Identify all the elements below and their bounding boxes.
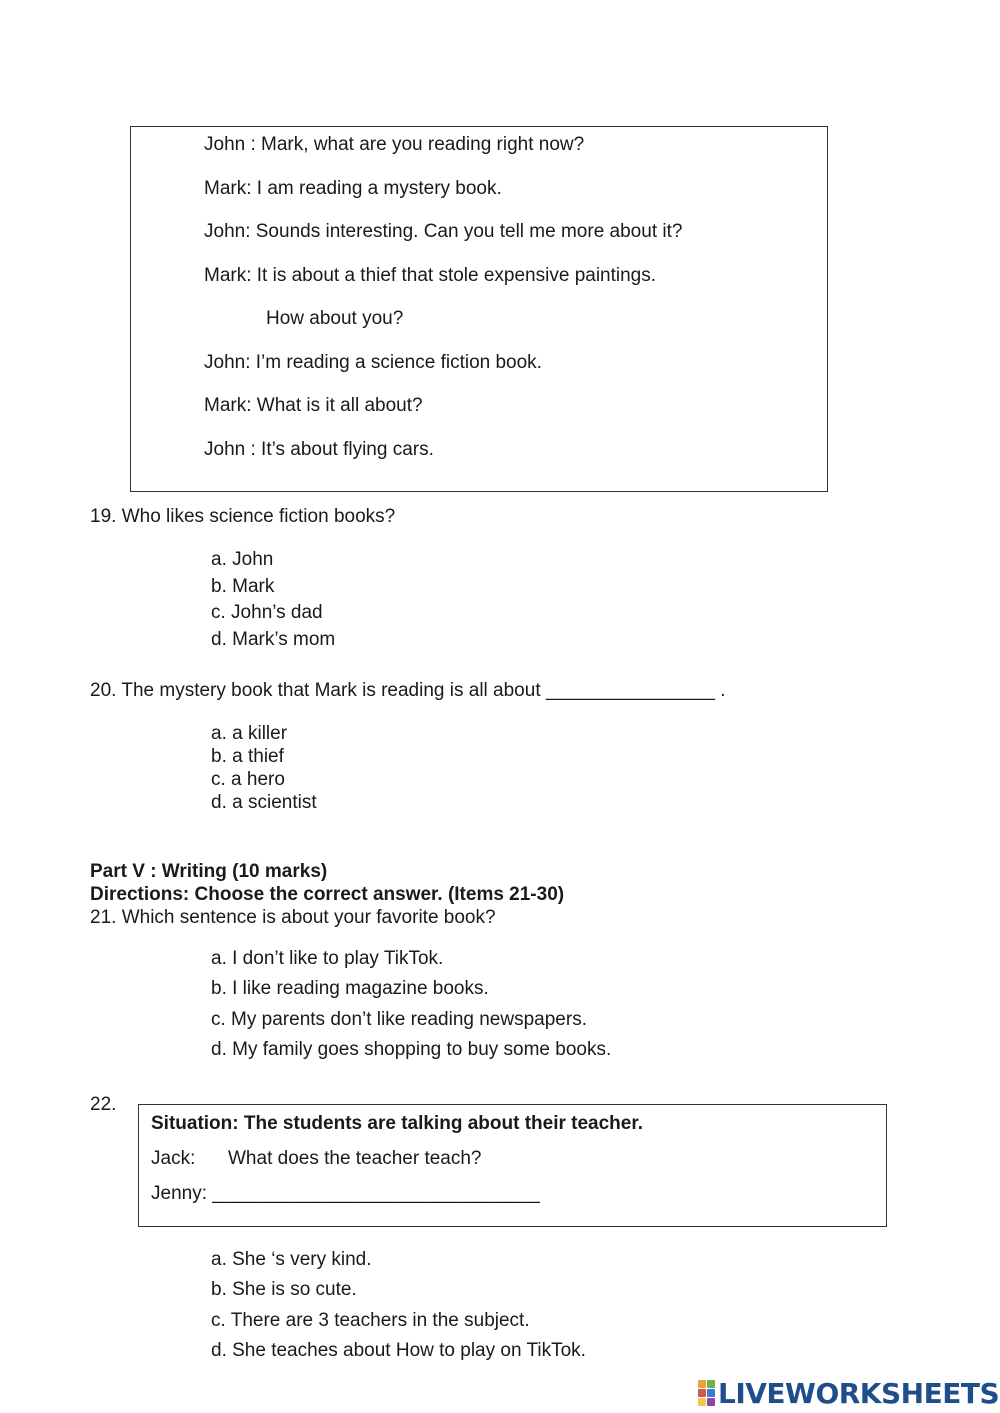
dialogue-line: Mark: I am reading a mystery book. — [204, 178, 502, 199]
logo-mark-icon — [698, 1380, 715, 1406]
dialogue-line: Mark: What is it all about? — [204, 395, 423, 416]
question-19: 19. Who likes science fiction books? — [90, 506, 396, 527]
q19-option-d[interactable]: d. Mark’s mom — [211, 629, 336, 650]
q21-option-c[interactable]: c. My parents don’t like reading newspapers. — [211, 1009, 587, 1030]
jack-speaker: Jack: — [151, 1148, 196, 1169]
q22-option-a[interactable]: a. She ‘s very kind. — [211, 1249, 372, 1270]
logo-text: LIVEWORKSHEETS — [718, 1376, 1000, 1410]
dialogue-line: John: I’m reading a science fiction book. — [204, 352, 542, 373]
situation-text: Situation: The students are talking about their teacher. — [151, 1113, 643, 1134]
part5-directions: Directions: Choose the correct answer. (Items 21-30) — [90, 884, 565, 905]
dialogue-line: How about you? — [266, 308, 404, 329]
liveworksheets-logo — [698, 1376, 999, 1410]
q21-option-b[interactable]: b. I like reading magazine books. — [211, 978, 489, 999]
part5-heading: Part V : Writing (10 marks) — [90, 861, 328, 882]
q22-option-b[interactable]: b. She is so cute. — [211, 1279, 357, 1300]
question-21: 21. Which sentence is about your favorite book? — [90, 907, 496, 928]
q19-option-b[interactable]: b. Mark — [211, 576, 275, 597]
q19-option-c[interactable]: c. John’s dad — [211, 602, 323, 623]
question-20: 20. The mystery book that Mark is reading is all about ________________ . — [90, 680, 726, 701]
q22-option-c[interactable]: c. There are 3 teachers in the subject. — [211, 1310, 530, 1331]
jack-line: What does the teacher teach? — [228, 1148, 482, 1169]
q21-option-a[interactable]: a. I don’t like to play TikTok. — [211, 948, 444, 969]
q20-option-c[interactable]: c. a hero — [211, 769, 285, 790]
q21-option-d[interactable]: d. My family goes shopping to buy some books. — [211, 1039, 612, 1060]
q20-option-b[interactable]: b. a thief — [211, 746, 284, 767]
question-22-number: 22. — [90, 1094, 117, 1115]
q20-option-a[interactable]: a. a killer — [211, 723, 288, 744]
q22-option-d[interactable]: d. She teaches about How to play on TikTok. — [211, 1340, 586, 1361]
dialogue-line: John: Sounds interesting. Can you tell me more about it? — [204, 221, 683, 242]
dialogue-line: Mark: It is about a thief that stole expensive paintings. — [204, 265, 657, 286]
q19-option-a[interactable]: a. John — [211, 549, 274, 570]
jenny-line: Jenny: _______________________________ — [151, 1183, 540, 1204]
q20-option-d[interactable]: d. a scientist — [211, 792, 317, 813]
dialogue-line: John : It’s about flying cars. — [204, 439, 434, 460]
dialogue-line: John : Mark, what are you reading right now? — [204, 134, 585, 155]
